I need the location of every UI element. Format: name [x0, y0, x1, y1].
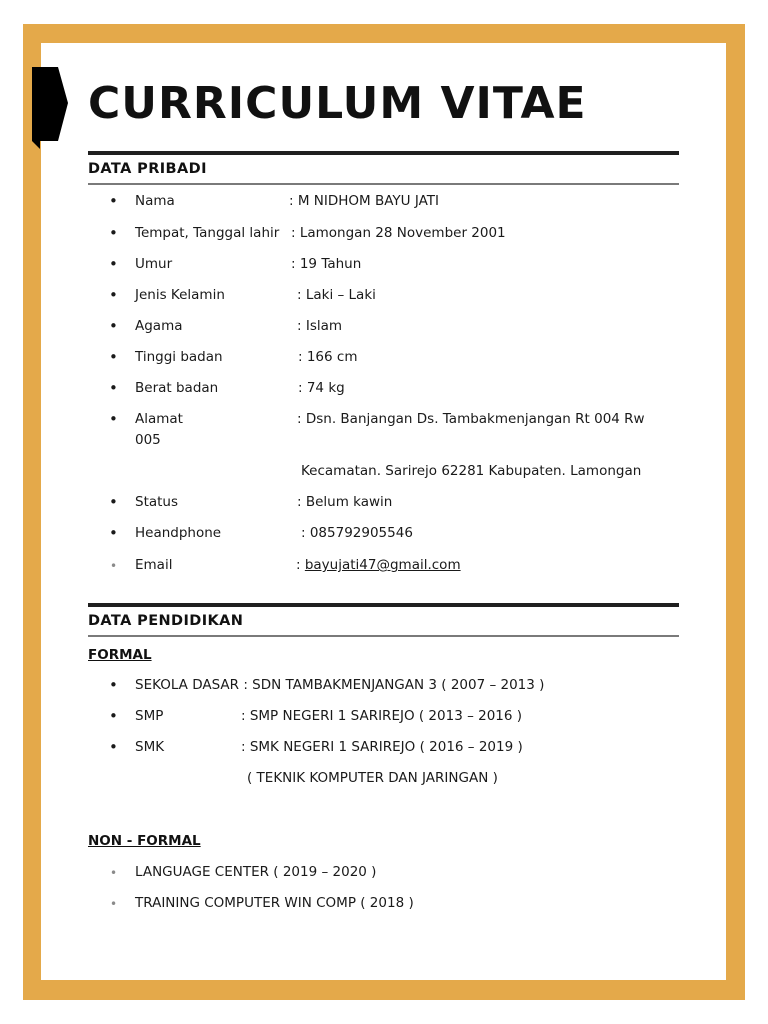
field-value: Laki – Laki	[305, 287, 376, 303]
field-separator: :	[297, 318, 306, 334]
bullet-icon: •	[109, 707, 118, 725]
field-separator: :	[296, 557, 305, 573]
bullet-icon: •	[109, 524, 118, 542]
field-value: Islam	[305, 318, 343, 334]
field-label: Heandphone	[135, 525, 222, 541]
field-label: Berat badan	[135, 380, 219, 396]
field-value: Dsn. Banjangan Ds. Tambakmenjangan Rt 004 Rw	[305, 411, 645, 427]
alamat-continuation: 005	[135, 432, 161, 448]
field-separator: :	[297, 494, 306, 510]
field-separator: :	[301, 525, 310, 541]
field-label: Agama	[135, 318, 183, 334]
formal-item-label: SMP	[135, 708, 164, 724]
field-separator: :	[291, 225, 300, 241]
bullet-icon: •	[109, 255, 118, 273]
field-label: Tempat, Tanggal lahir	[135, 225, 280, 241]
field-separator: :	[298, 380, 307, 396]
field-value: Lamongan 28 November 2001	[299, 225, 506, 241]
field-value: 166 cm	[306, 349, 358, 365]
formal-item-value: : SMP NEGERI 1 SARIREJO ( 2013 – 2016 )	[241, 708, 523, 724]
page-title: CURRICULUM VITAE	[88, 78, 587, 129]
nonformal-item-text: TRAINING COMPUTER WIN COMP ( 2018 )	[135, 895, 414, 911]
field-label: Nama	[135, 193, 175, 209]
bullet-icon: •	[109, 493, 118, 511]
smk-major: ( TEKNIK KOMPUTER DAN JARINGAN )	[247, 770, 498, 786]
bullet-icon: •	[109, 348, 118, 366]
bullet-icon: •	[109, 379, 118, 397]
section-heading-data-pendidikan: DATA PENDIDIKAN	[88, 613, 244, 629]
section-heading-data-pribadi: DATA PRIBADI	[88, 161, 207, 177]
formal-item-text: SEKOLA DASAR : SDN TAMBAKMENJANGAN 3 ( 2007 – 2013 )	[135, 677, 545, 693]
formal-item-label: SMK	[135, 739, 165, 755]
field-label: Email	[135, 557, 173, 573]
alamat-continuation-2: Kecamatan. Sarirejo 62281 Kabupaten. Lamongan	[301, 463, 642, 479]
section-rule-bottom	[88, 183, 679, 185]
section-rule-top	[88, 603, 679, 607]
bullet-icon: •	[110, 559, 118, 573]
field-separator: :	[297, 411, 306, 427]
field-label: Jenis Kelamin	[135, 287, 225, 303]
field-label: Umur	[135, 256, 173, 272]
bullet-icon: •	[109, 192, 118, 210]
subheading-formal: FORMAL	[88, 647, 152, 663]
field-label: Alamat	[135, 411, 183, 427]
email-link[interactable]: bayujati47@gmail.com	[304, 557, 461, 573]
field-value: Belum kawin	[305, 494, 393, 510]
bullet-icon: •	[109, 676, 118, 694]
field-label: Status	[135, 494, 179, 510]
field-value: 74 kg	[306, 380, 345, 396]
bullet-icon: •	[109, 410, 118, 428]
field-separator: :	[297, 287, 306, 303]
nonformal-item-text: LANGUAGE CENTER ( 2019 – 2020 )	[135, 864, 377, 880]
field-separator: :	[289, 193, 298, 209]
field-separator: :	[298, 349, 307, 365]
bullet-icon: •	[109, 224, 118, 242]
bullet-icon: •	[109, 317, 118, 335]
section-rule-bottom	[88, 635, 679, 637]
section-rule-top	[88, 151, 679, 155]
field-value: 19 Tahun	[299, 256, 362, 272]
field-separator: :	[291, 256, 300, 272]
field-label: Tinggi badan	[135, 349, 223, 365]
bookmark-tab-icon	[32, 67, 68, 149]
formal-item-value: : SMK NEGERI 1 SARIREJO ( 2016 – 2019 )	[241, 739, 523, 755]
field-value: M NIDHOM BAYU JATI	[297, 193, 440, 209]
bullet-icon: •	[110, 866, 118, 880]
field-value: 085792905546	[309, 525, 413, 541]
subheading-non-formal: NON - FORMAL	[88, 833, 201, 849]
bullet-icon: •	[109, 738, 118, 756]
bullet-icon: •	[110, 897, 118, 911]
bullet-icon: •	[109, 286, 118, 304]
